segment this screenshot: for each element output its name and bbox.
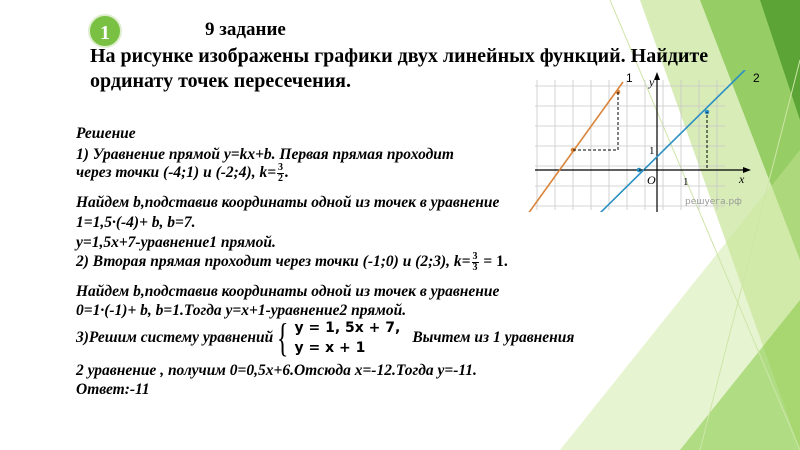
grid (535, 80, 725, 210)
graph-figure (525, 70, 785, 212)
watermark: решуега.рф (685, 197, 742, 207)
solution-line-4: 1=1,5·(-4)+ b, b=7. (76, 214, 196, 231)
answer: Ответ:-11 (76, 381, 150, 398)
task-title: 9 задание (205, 19, 286, 40)
system-brace: { (277, 315, 289, 360)
solution-line-5: y=1,5x+7-уравнение1 прямой. (76, 234, 276, 251)
solution-line-9: 3)Решим систему уравнений{ y = 1, 5x + 7, y = x + 1 Вычтем из 1 уравнения (76, 315, 575, 360)
line1-label: 1 (626, 71, 633, 85)
solution-line-8: 0=1·(-1)+ b, b=1.Тогда y=x+1-уравнение2 прямой. (76, 302, 407, 319)
problem-heading: На рисунке изображены графики двух линейных функций. Найдите ординату точек пересечения. (90, 45, 709, 92)
equation-system: y = 1, 5x + 7, y = x + 1 (294, 320, 401, 356)
fraction-k1: $\frac{3}{2}$ (278, 162, 284, 184)
unit-y-label: 1 (649, 145, 655, 157)
solution-line-1: 1) Уравнение прямой y=kx+b. Первая прямая проходит (76, 146, 454, 163)
solution-line-7: Найдем b,подставив координаты одной из точек в уравнение (76, 283, 500, 300)
unit-x-label: 1 (683, 176, 689, 188)
solution-line-2: через точки (-4;1) и (-2;4), k= $\frac{3}{2}$ . (76, 162, 289, 184)
x-axis-label: x (739, 172, 745, 186)
slide-number-badge: 1 (88, 14, 122, 48)
fraction-k2: $\frac{3}{3}$ (472, 251, 478, 273)
solution-line-10: 2 уравнение , получим 0=0,5x+6.Отсюда x=-12.Тогда y=-11. (76, 362, 477, 379)
y-axis-label: y (649, 75, 655, 89)
origin-label: O (647, 173, 656, 187)
solution-line-6: 2) Вторая прямая проходит через точки (-1;0) и (2;3), k= $\frac{3}{3}$ = 1. (76, 251, 508, 273)
solution-title: Решение (76, 125, 136, 142)
line-1 (525, 82, 623, 212)
solution-line-3: Найдем b,подставив координаты одной из точек в уравнение (76, 194, 500, 211)
line2-label: 2 (753, 71, 760, 85)
